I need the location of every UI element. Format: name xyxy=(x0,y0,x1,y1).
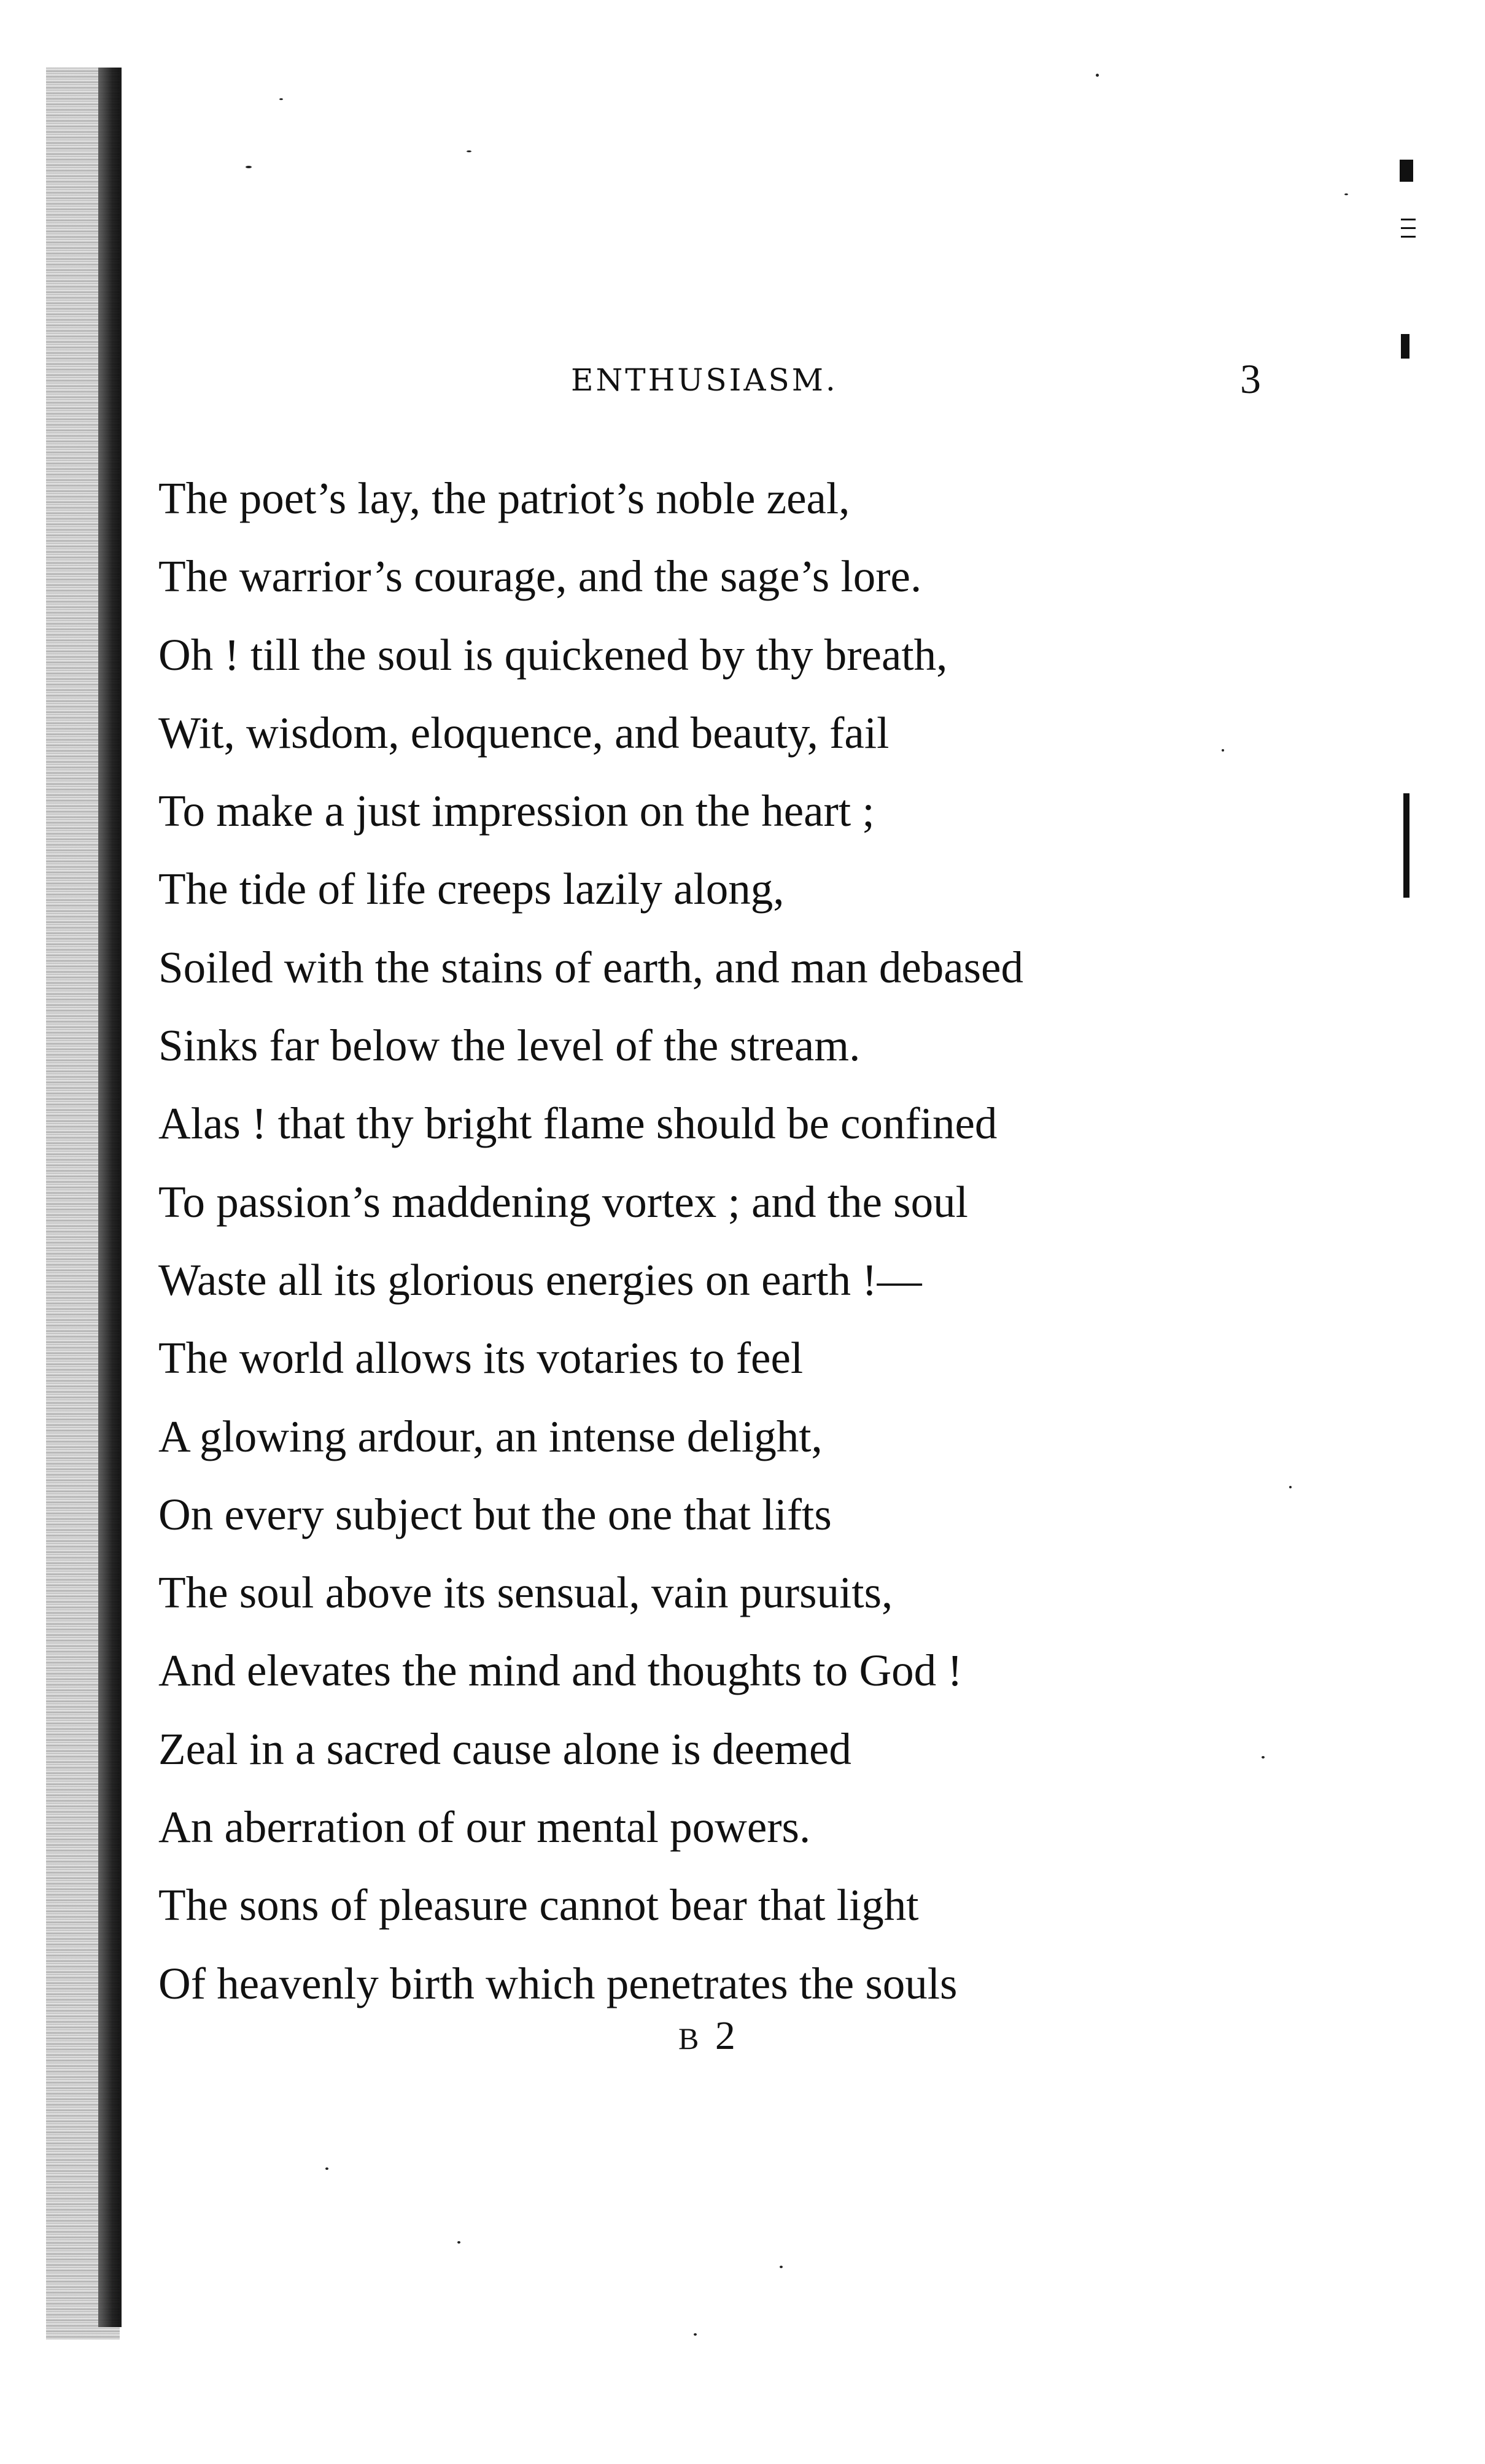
poem-line: The sons of pleasure cannot bear that light xyxy=(158,1880,919,1930)
scan-speck xyxy=(279,98,283,100)
scan-speck xyxy=(1262,1756,1265,1759)
poem-line: Soiled with the stains of earth, and man debased xyxy=(158,942,1023,992)
scan-speck xyxy=(467,150,471,152)
poem-line: Oh ! till the soul is quickened by thy breath, xyxy=(158,629,948,680)
scan-speck xyxy=(780,2266,783,2268)
scan-speck xyxy=(325,2167,328,2170)
poem-line: The poet’s lay, the patriot’s noble zeal, xyxy=(158,473,850,523)
poem-line: The tide of life creeps lazily along, xyxy=(158,864,785,914)
scan-speck xyxy=(1289,1486,1292,1488)
poem-line: Of heavenly birth which penetrates the souls xyxy=(158,1958,958,2008)
poem-line: Zeal in a sacred cause alone is deemed xyxy=(158,1724,851,1774)
signature-letter: B xyxy=(678,2021,700,2056)
poem-line: To passion’s maddening vortex ; and the soul xyxy=(158,1176,968,1227)
poem-line: The soul above its sensual, vain pursuits, xyxy=(158,1568,893,1618)
poem-line: The world allows its votaries to feel xyxy=(158,1333,804,1383)
running-title: ENTHUSIASM. xyxy=(571,362,838,398)
scan-speck xyxy=(1344,193,1348,195)
poem-line: Waste all its glorious energies on earth !— xyxy=(158,1254,922,1305)
poem-line: To make a just impression on the heart ; xyxy=(158,786,875,836)
poem-line: A glowing ardour, an intense delight, xyxy=(158,1411,823,1461)
poem-line: And elevates the mind and thoughts to God ! xyxy=(158,1646,963,1696)
signature-mark xyxy=(678,2013,740,2059)
scan-speck xyxy=(246,166,252,168)
poem-line: An aberration of our mental powers. xyxy=(158,1802,811,1852)
scan-speck xyxy=(457,2241,460,2244)
page-number: 3 xyxy=(1240,356,1261,402)
poem-line: Sinks far below the level of the stream. xyxy=(158,1020,861,1071)
scan-speck xyxy=(694,2333,697,2336)
poem-text xyxy=(158,459,1300,2023)
signature-number: 2 xyxy=(715,2013,740,2058)
poem-line: Alas ! that thy bright flame should be confined xyxy=(158,1098,998,1149)
scan-speck xyxy=(1222,749,1224,752)
binding-edge xyxy=(98,68,122,2327)
poem-line: The warrior’s courage, and the sage’s lore. xyxy=(158,551,922,602)
poem-line: Wit, wisdom, eloquence, and beauty, fail xyxy=(158,707,890,758)
poem-line: On every subject but the one that lifts xyxy=(158,1489,832,1539)
scan-speck xyxy=(1096,74,1099,77)
right-edge-scan-marks xyxy=(1400,160,1437,1756)
